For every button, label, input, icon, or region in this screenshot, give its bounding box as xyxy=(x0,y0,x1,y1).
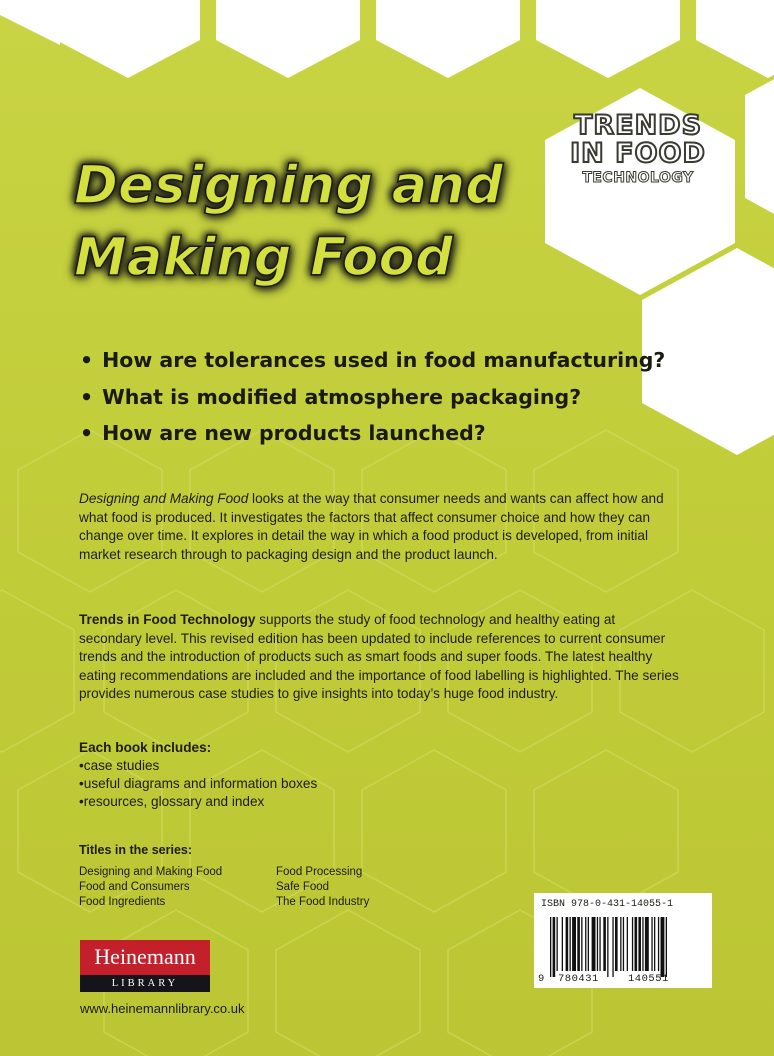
barcode-bar xyxy=(642,917,643,971)
barcode-bar xyxy=(572,917,576,971)
titles-grid xyxy=(79,865,426,910)
includes-item: • resources, glossary and index xyxy=(79,793,317,811)
hexagon-top-4 xyxy=(376,0,520,78)
barcode-bar xyxy=(638,917,641,971)
book-title-line2: Making Food xyxy=(74,227,453,288)
barcode-bar xyxy=(607,917,608,977)
barcode-bar xyxy=(562,917,563,971)
publisher-imprint: LIBRARY xyxy=(80,975,210,992)
barcode-bar xyxy=(645,917,649,971)
barcode-bar xyxy=(599,917,600,971)
series-title: Designing and Making Food xyxy=(79,866,223,878)
series-badge-line1: TRENDS xyxy=(573,110,703,141)
book-title xyxy=(74,150,544,294)
question-item: • How are new products launched? xyxy=(80,415,665,452)
titles-column-2 xyxy=(276,865,426,910)
question-item: • How are tolerances used in food manufacturing? xyxy=(80,342,665,379)
barcode-bars xyxy=(550,917,700,977)
hexagon-top-3 xyxy=(216,0,360,78)
series-title: Food Ingredients xyxy=(79,896,166,908)
includes-heading: Each book includes: xyxy=(79,740,212,755)
barcode-bar xyxy=(651,917,652,971)
question-item: • What is modified atmosphere packaging? xyxy=(80,379,665,416)
barcode-bar xyxy=(592,917,596,971)
series-title: The Food Industry xyxy=(276,896,370,908)
question-list xyxy=(80,342,665,452)
barcode-bar xyxy=(654,917,655,971)
series-title: Food Processing xyxy=(276,866,363,878)
includes-item: • case studies xyxy=(79,757,317,775)
publisher-name: Heinemann xyxy=(80,940,210,975)
series-badge-line2: IN FOOD xyxy=(570,138,706,170)
titles-column-1 xyxy=(79,865,276,910)
includes-section xyxy=(79,739,317,811)
barcode-bar xyxy=(597,917,598,971)
series-title: Food and Consumers xyxy=(79,881,190,893)
series-badge-line3: TECHNOLOGY xyxy=(582,169,694,186)
titles-heading: Titles in the series: xyxy=(79,843,193,857)
series-name: Trends in Food Technology xyxy=(79,612,256,627)
titles-in-series xyxy=(79,843,426,910)
barcode xyxy=(534,893,712,988)
barcode-digits-right: 140551 xyxy=(628,973,669,985)
barcode-bar xyxy=(585,917,586,971)
barcode-bar xyxy=(612,917,613,977)
hexagon-top-6 xyxy=(696,0,774,78)
barcode-bar xyxy=(553,917,556,977)
book-title-line1: Designing and xyxy=(74,155,504,216)
barcode-bar xyxy=(661,917,665,977)
intro-text: looks at the way that consumer needs and wants can affect how and what food is produced. It investigates the factors that affect consumer choice and how they can change over time. It explores in detail the way in which a food product is developed, from initial market research through to packaging design and the product launch. xyxy=(79,491,664,562)
series-paragraph xyxy=(79,611,679,704)
barcode-bar xyxy=(588,917,589,971)
barcode-bar xyxy=(658,917,659,971)
publisher-website: www.heinemannlibrary.co.uk xyxy=(80,1001,245,1016)
includes-item: • useful diagrams and information boxes xyxy=(79,775,317,793)
barcode-bar xyxy=(557,917,558,971)
series-title: Safe Food xyxy=(276,881,330,893)
barcode-bar xyxy=(615,917,618,971)
barcode-digit-first: 9 xyxy=(538,973,545,985)
barcode-bar xyxy=(581,917,582,971)
barcode-bar xyxy=(550,917,551,977)
barcode-bar xyxy=(632,917,633,971)
intro-paragraph xyxy=(79,490,679,564)
series-text: supports the study of food technology and healthy eating at secondary level. This revised edition has been updated to include references to current consumer trends and the introduction of products such as smart foods and super foods. The latest healthy eating recommendations are included and the importance of food labelling is highlighted. The series provides numerous case studies to give insights into today’s huge food industry. xyxy=(79,612,679,701)
isbn-label: ISBN 978-0-431-14055-1 xyxy=(541,899,674,910)
series-badge xyxy=(548,112,728,185)
barcode-bar xyxy=(635,917,638,971)
barcode-bar xyxy=(570,917,571,971)
intro-book-name: Designing and Making Food xyxy=(79,491,249,506)
hexagon-top-5 xyxy=(536,0,680,78)
barcode-bar xyxy=(577,917,580,971)
publisher-logo xyxy=(80,940,210,994)
barcode-bar xyxy=(603,917,606,971)
barcode-bar xyxy=(623,917,624,971)
barcode-digits-left: 780431 xyxy=(558,973,599,985)
includes-list xyxy=(79,757,317,811)
barcode-bar xyxy=(566,917,569,971)
barcode-bar xyxy=(627,917,628,971)
hexagon-top-2 xyxy=(56,0,200,78)
barcode-bar xyxy=(620,917,621,971)
hexagon-top-1 xyxy=(0,0,60,45)
barcode-bar xyxy=(666,917,667,977)
